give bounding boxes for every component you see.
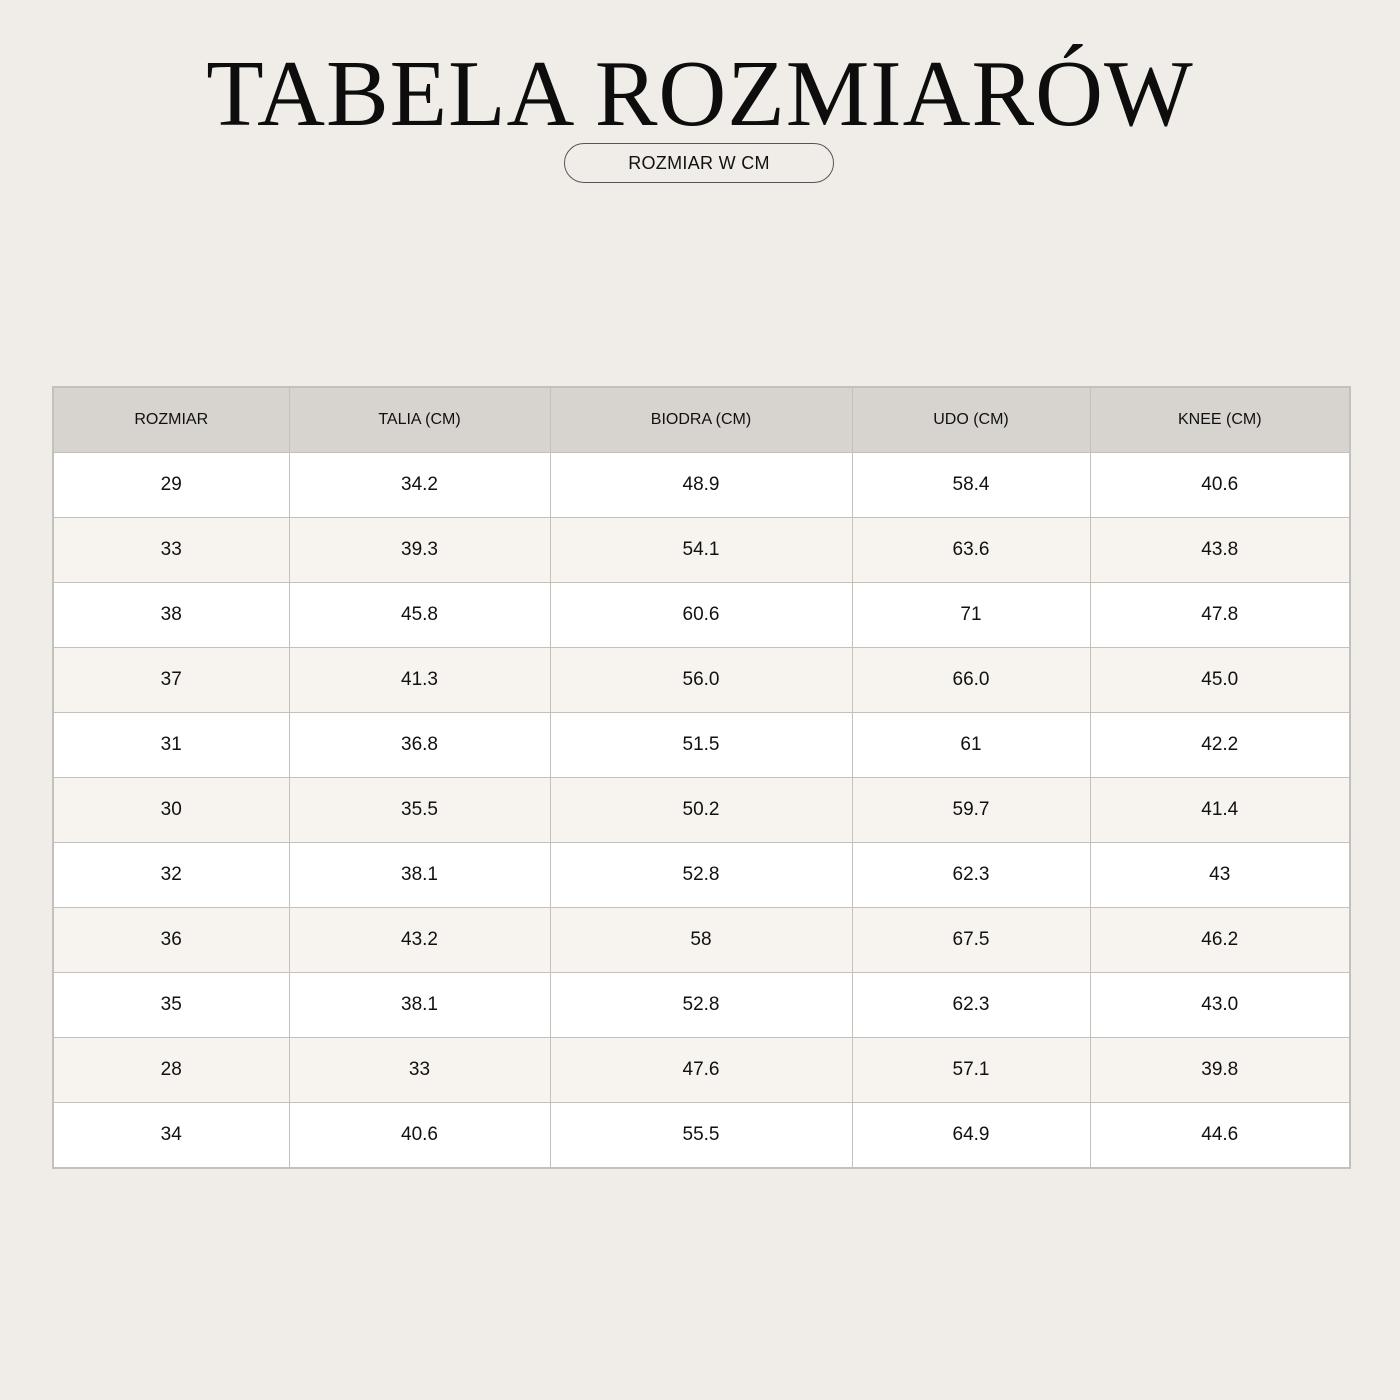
cell-knee: 43 (1090, 843, 1350, 908)
cell-knee: 46.2 (1090, 908, 1350, 973)
cell-talia: 38.1 (289, 973, 550, 1038)
cell-biodra: 50.2 (550, 778, 852, 843)
cell-talia: 35.5 (289, 778, 550, 843)
cell-talia: 38.1 (289, 843, 550, 908)
header-rozmiar: ROZMIAR (53, 387, 289, 453)
cell-rozmiar: 36 (53, 908, 289, 973)
cell-knee: 45.0 (1090, 648, 1350, 713)
cell-rozmiar: 30 (53, 778, 289, 843)
cell-knee: 44.6 (1090, 1103, 1350, 1169)
table-header-row (53, 387, 1350, 453)
cell-rozmiar: 33 (53, 518, 289, 583)
cell-knee: 40.6 (1090, 453, 1350, 518)
table-row (53, 518, 1350, 583)
cell-udo: 67.5 (852, 908, 1090, 973)
cell-knee: 41.4 (1090, 778, 1350, 843)
header-knee: KNEE (CM) (1090, 387, 1350, 453)
cell-knee: 39.8 (1090, 1038, 1350, 1103)
cell-talia: 45.8 (289, 583, 550, 648)
header-udo: UDO (CM) (852, 387, 1090, 453)
cell-knee: 42.2 (1090, 713, 1350, 778)
cell-udo: 59.7 (852, 778, 1090, 843)
cell-biodra: 56.0 (550, 648, 852, 713)
size-table (52, 386, 1351, 1169)
cell-talia: 39.3 (289, 518, 550, 583)
cell-biodra: 48.9 (550, 453, 852, 518)
cell-rozmiar: 34 (53, 1103, 289, 1169)
cell-udo: 62.3 (852, 973, 1090, 1038)
cell-rozmiar: 32 (53, 843, 289, 908)
cell-talia: 33 (289, 1038, 550, 1103)
unit-badge: ROZMIAR W CM (564, 143, 834, 183)
table-row (53, 583, 1350, 648)
table-row (53, 908, 1350, 973)
cell-udo: 63.6 (852, 518, 1090, 583)
cell-knee: 47.8 (1090, 583, 1350, 648)
table-row (53, 648, 1350, 713)
cell-udo: 61 (852, 713, 1090, 778)
table-row (53, 973, 1350, 1038)
cell-rozmiar: 29 (53, 453, 289, 518)
cell-udo: 57.1 (852, 1038, 1090, 1103)
cell-rozmiar: 28 (53, 1038, 289, 1103)
cell-biodra: 60.6 (550, 583, 852, 648)
cell-talia: 40.6 (289, 1103, 550, 1169)
table-row (53, 1038, 1350, 1103)
cell-rozmiar: 31 (53, 713, 289, 778)
cell-talia: 43.2 (289, 908, 550, 973)
cell-biodra: 54.1 (550, 518, 852, 583)
cell-knee: 43.8 (1090, 518, 1350, 583)
cell-knee: 43.0 (1090, 973, 1350, 1038)
cell-talia: 34.2 (289, 453, 550, 518)
cell-biodra: 58 (550, 908, 852, 973)
cell-biodra: 52.8 (550, 843, 852, 908)
table-row (53, 713, 1350, 778)
cell-udo: 66.0 (852, 648, 1090, 713)
table-row (53, 778, 1350, 843)
table-body (53, 453, 1350, 1169)
cell-rozmiar: 37 (53, 648, 289, 713)
header-talia: TALIA (CM) (289, 387, 550, 453)
cell-talia: 36.8 (289, 713, 550, 778)
cell-udo: 62.3 (852, 843, 1090, 908)
cell-udo: 58.4 (852, 453, 1090, 518)
table-row (53, 843, 1350, 908)
cell-biodra: 47.6 (550, 1038, 852, 1103)
cell-udo: 64.9 (852, 1103, 1090, 1169)
table-row (53, 453, 1350, 518)
header-biodra: BIODRA (CM) (550, 387, 852, 453)
table-row (53, 1103, 1350, 1169)
cell-biodra: 52.8 (550, 973, 852, 1038)
cell-rozmiar: 35 (53, 973, 289, 1038)
cell-udo: 71 (852, 583, 1090, 648)
page-title: TABELA ROZMIARÓW (206, 42, 1194, 146)
cell-biodra: 51.5 (550, 713, 852, 778)
cell-talia: 41.3 (289, 648, 550, 713)
cell-rozmiar: 38 (53, 583, 289, 648)
cell-biodra: 55.5 (550, 1103, 852, 1169)
